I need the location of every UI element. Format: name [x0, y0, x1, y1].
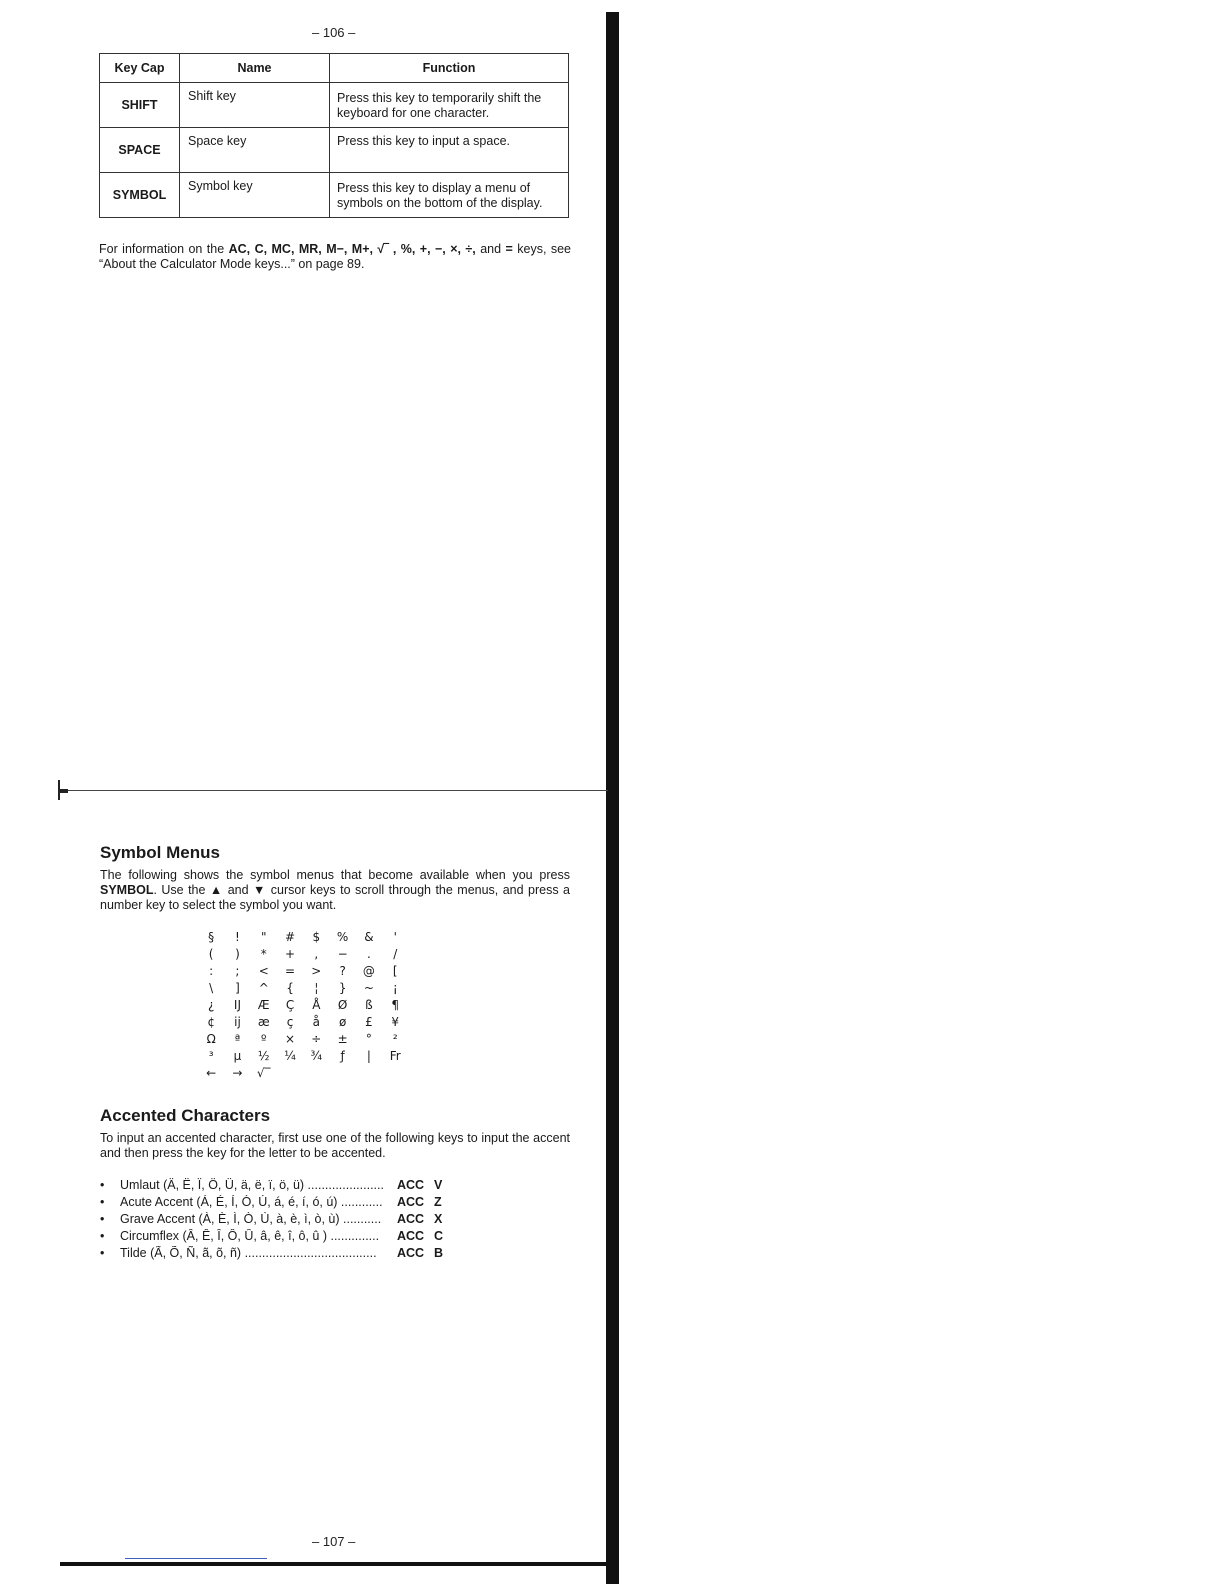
symbol-cell: +	[285, 946, 296, 961]
keycap-cell: SPACE	[100, 128, 180, 173]
letter-key: X	[434, 1211, 443, 1226]
symbol-cell: /	[393, 946, 398, 961]
note-keys: AC, C, MC, MR, M−, M+, √‾ , %, +, −, ×, ÷,	[228, 242, 476, 256]
symbol-cell: ]	[235, 980, 240, 995]
symbol-cell: [	[392, 963, 398, 978]
symbol-row	[198, 1030, 408, 1047]
table-row	[100, 128, 569, 173]
letter-key: Z	[434, 1194, 442, 1209]
symbol-row	[198, 1047, 408, 1064]
column-header-keycap: Key Cap	[100, 54, 180, 83]
symbol-row	[198, 1064, 408, 1081]
symbol-cell: &	[364, 929, 374, 944]
symbol-cell: :	[209, 963, 214, 978]
symbol-cell: )	[235, 946, 240, 961]
symbol-cell: ¾	[310, 1048, 323, 1063]
symbol-cell: IJ	[233, 997, 241, 1012]
symbol-cell: ij	[234, 1014, 241, 1029]
symbol-cell: }	[338, 980, 347, 995]
list-item	[100, 1227, 443, 1244]
letter-key: B	[434, 1245, 444, 1260]
page-edge-bar	[606, 12, 619, 1584]
bullet-icon: •	[100, 1211, 105, 1226]
function-cell: Press this key to display a menu of symbols on the bottom of the display.	[330, 173, 569, 218]
name-cell: Symbol key	[180, 173, 330, 218]
symbol-cell: √‾	[256, 1065, 271, 1080]
symbol-cell: ª	[234, 1031, 241, 1046]
symbol-cell: '	[393, 929, 397, 944]
symbol-grid	[198, 928, 408, 1081]
symbol-cell: ¶	[391, 997, 400, 1012]
bullet-icon: •	[100, 1177, 105, 1192]
table-row	[100, 173, 569, 218]
symbol-cell: ±	[337, 1031, 348, 1046]
symbol-cell: <	[258, 963, 269, 978]
acc-key: ACC	[397, 1194, 425, 1209]
accent-description: Umlaut (Ä, Ë, Ï, Ö, Ü, ä, ë, ï, ö, ü) ......................	[120, 1177, 384, 1192]
symbol-cell: Ç	[285, 997, 295, 1012]
symbol-row	[198, 979, 408, 996]
symbol-key-ref: SYMBOL	[100, 883, 154, 897]
bullet-icon: •	[100, 1245, 105, 1260]
symbol-menus-heading: Symbol Menus	[100, 843, 220, 862]
symbol-row	[198, 962, 408, 979]
symbol-cell: Æ	[257, 997, 270, 1012]
symbol-cell: (	[208, 946, 214, 961]
accent-list	[100, 1176, 443, 1261]
symbol-cell: >	[311, 963, 322, 978]
symbol-cell: £	[365, 1014, 373, 1029]
bullet-icon: •	[100, 1228, 105, 1243]
para-end: . Use the ▲ and ▼ cursor keys to scroll through the menus, and press a number key to select the symbol you want.	[100, 883, 570, 912]
accented-characters-heading: Accented Characters	[100, 1106, 271, 1125]
list-item	[100, 1176, 443, 1193]
symbol-cell: =	[285, 963, 296, 978]
list-item	[100, 1210, 443, 1227]
note-middle: and	[475, 242, 506, 256]
function-cell: Press this key to input a space.	[330, 128, 569, 173]
accent-description: Grave Accent (À, È, Ì, Ò, Ù, à, è, ì, ò, ù) ...........	[120, 1211, 382, 1226]
keycap-cell: SHIFT	[100, 83, 180, 128]
letter-key: V	[434, 1177, 443, 1192]
note-prefix: For information on the	[99, 242, 229, 256]
symbol-cell: @	[362, 963, 375, 978]
symbol-cell: ¥	[391, 1014, 400, 1029]
bullet-icon: •	[100, 1194, 105, 1209]
symbol-cell: ƒ	[340, 1048, 345, 1063]
symbol-row	[198, 945, 408, 962]
column-header-name: Name	[180, 54, 330, 83]
symbol-cell: ß	[365, 997, 373, 1012]
page-bottom-edge	[60, 1562, 608, 1566]
symbol-cell: #	[285, 929, 296, 944]
symbol-cell: ←	[206, 1065, 217, 1080]
symbol-cell: \	[209, 980, 214, 995]
table-row	[100, 83, 569, 128]
symbol-cell: →	[232, 1065, 243, 1080]
symbol-cell: Fr	[389, 1048, 401, 1063]
symbol-cell: {	[286, 980, 294, 995]
divider-tick-arrow	[60, 789, 68, 793]
symbol-cell: "	[260, 929, 267, 944]
symbol-cell: µ	[233, 1048, 242, 1063]
function-cell: Press this key to temporarily shift the keyboard for one character.	[330, 83, 569, 128]
page-divider	[62, 790, 608, 791]
list-item	[100, 1244, 443, 1261]
name-cell: Space key	[180, 128, 330, 173]
accent-description: Acute Accent (Á, É, Í, Ó, Ú, á, é, í, ó, ú) ............	[120, 1194, 383, 1209]
list-item	[100, 1193, 443, 1210]
note-equals-key: =	[505, 242, 513, 256]
symbol-cell: ×	[285, 1031, 296, 1046]
acc-key: ACC	[397, 1228, 425, 1243]
symbol-cell: §	[208, 929, 215, 944]
accent-description: Tilde (Ã, Õ, Ñ, ã, õ, ñ) ......................................	[120, 1245, 377, 1260]
name-cell: Shift key	[180, 83, 330, 128]
symbol-cell: ¿	[207, 997, 215, 1012]
symbol-cell: æ	[257, 1014, 270, 1029]
symbol-cell: ²	[392, 1031, 398, 1046]
acc-key: ACC	[397, 1211, 425, 1226]
para-start: The following shows the symbol menus that become available when you press	[100, 868, 570, 882]
symbol-cell: Ω	[206, 1031, 216, 1046]
symbol-menus-paragraph	[100, 868, 570, 913]
symbol-cell: $	[312, 929, 321, 944]
accent-description: Circumflex (Â, Ê, Î, Ô, Û, â, ê, î, ô, û ) ..............	[120, 1228, 380, 1243]
symbol-cell: ÷	[311, 1031, 322, 1046]
symbol-cell: ¢	[207, 1014, 215, 1029]
calculator-keys-note	[99, 242, 571, 272]
symbol-cell: *	[260, 946, 267, 961]
keycap-cell: SYMBOL	[100, 173, 180, 218]
column-header-function: Function	[330, 54, 569, 83]
page-number-bottom: – 107 –	[312, 1534, 356, 1549]
key-table	[99, 53, 569, 218]
symbol-cell: ,	[314, 946, 319, 961]
symbol-cell: ¡	[392, 980, 398, 995]
symbol-cell: %	[336, 929, 349, 944]
symbol-cell: |	[366, 1048, 371, 1063]
symbol-cell: !	[235, 929, 240, 944]
symbol-cell: Å	[312, 997, 321, 1012]
symbol-cell: °	[365, 1031, 372, 1046]
symbol-cell: ¼	[284, 1048, 296, 1063]
symbol-row	[198, 1013, 408, 1030]
symbol-cell: º	[260, 1031, 267, 1046]
page-number-top: – 106 –	[312, 25, 356, 40]
symbol-cell: −	[337, 946, 348, 961]
symbol-cell: ½	[257, 1048, 270, 1063]
symbol-cell: ø	[338, 1014, 347, 1029]
acc-key: ACC	[397, 1245, 425, 1260]
symbol-cell: ;	[235, 963, 240, 978]
symbol-cell: ^	[258, 980, 269, 995]
scan-mark	[125, 1558, 267, 1559]
symbol-cell: ¦	[314, 980, 319, 995]
acc-key: ACC	[397, 1177, 425, 1192]
symbol-cell: ~	[363, 980, 374, 995]
note-suffix: keys, see “About the Calculator Mode keys...” on page 89.	[99, 242, 572, 271]
symbol-row	[198, 996, 408, 1013]
symbol-cell: ?	[339, 963, 346, 978]
accented-paragraph: To input an accented character, first use one of the following keys to input the accent and then press the key for the letter to be accented.	[100, 1131, 570, 1160]
symbol-cell: å	[312, 1014, 321, 1029]
letter-key: C	[434, 1228, 444, 1243]
symbol-cell: Ø	[337, 997, 348, 1012]
symbol-cell: .	[367, 946, 371, 961]
symbol-cell: ³	[208, 1048, 214, 1063]
symbol-cell: ç	[286, 1014, 294, 1029]
symbol-row	[198, 928, 408, 945]
